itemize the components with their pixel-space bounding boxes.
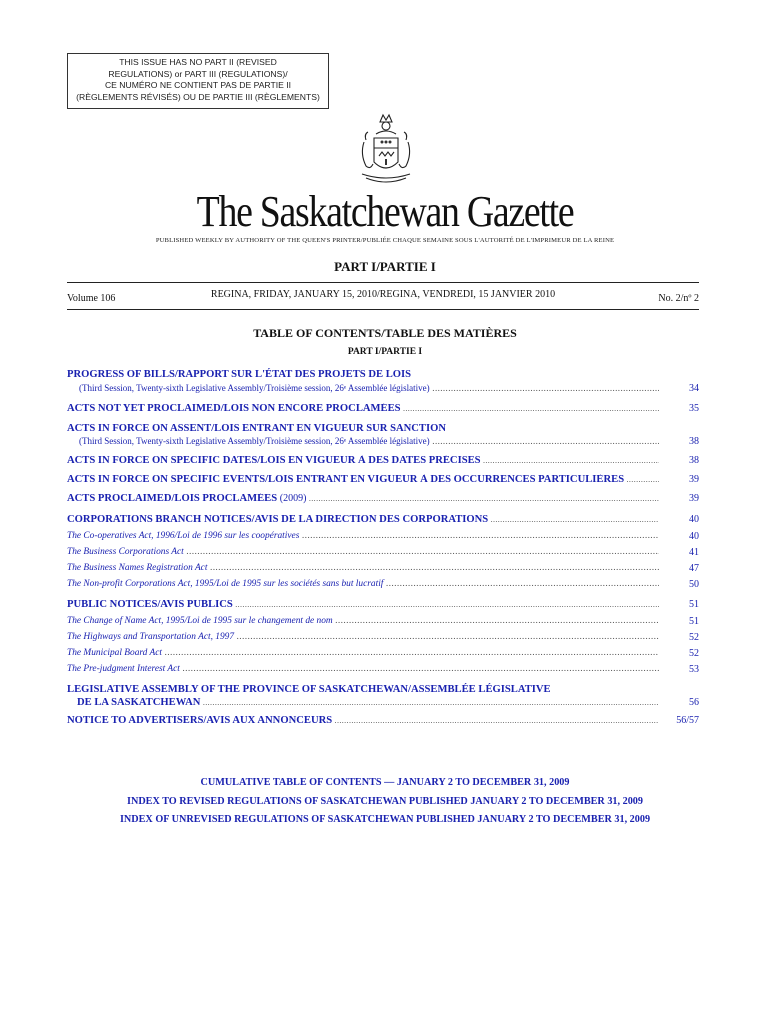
toc-entry-label[interactable]: The Business Names Registration Act ..... (67, 563, 659, 573)
toc-entry-label[interactable]: (Third Session, Twenty-sixth Legislative Assembly/Troisième session, 26ᵉ Assemblée législative) ..... (67, 436, 659, 446)
toc-entry-page[interactable]: 41 (689, 547, 699, 558)
toc-entry-label[interactable]: The Business Corporations Act ..... (67, 547, 659, 557)
toc-entry-heading[interactable]: LEGISLATIVE ASSEMBLY OF THE PROVINCE OF SASKATCHEWAN/ASSEMBLÉE LÉGISLATIVE (67, 684, 551, 695)
unrevised-regulations-index-link[interactable]: INDEX OF UNREVISED REGULATIONS OF SASKATCHEWAN PUBLISHED JANUARY 2 TO DECEMBER 31, 2009 (119, 814, 651, 825)
toc-subheading: PART I/PARTIE I (347, 347, 423, 357)
part-heading: PART I/PARTIE I (334, 259, 436, 274)
toc-entry-label[interactable]: ACTS NOT YET PROCLAIMED/LOIS NON ENCORE PROCLAMÉES ..... (67, 403, 659, 414)
toc-subentry[interactable] (67, 563, 699, 577)
toc-entry-title[interactable]: ACTS PROCLAIMED/LOIS PROCLAMÉES (67, 493, 278, 504)
toc-entry-label[interactable]: The Non-profit Corporations Act, 1995/Loi de 1995 sur les sociétés sans but lucratif ..... (67, 579, 659, 589)
divider (67, 282, 699, 283)
notice-line: REGULATIONS) or PART III (REGULATIONS)/ (108, 68, 288, 79)
toc-entry-label[interactable]: NOTICE TO ADVERTISERS/AVIS AUX ANNONCEURS ..... (67, 715, 659, 726)
toc-entry-label[interactable]: The Municipal Board Act ..... (67, 648, 659, 658)
toc-entry-page[interactable]: 38 (689, 455, 699, 466)
toc-entry-page[interactable]: 34 (689, 383, 699, 394)
toc-entry-page[interactable]: 51 (689, 599, 699, 610)
toc-entry[interactable] (67, 599, 699, 613)
notice-line: (RÈGLEMENTS RÉVISÉS) OU DE PARTIE III (RÈGLEMENTS) (76, 91, 320, 102)
toc-entry-page[interactable]: 53 (689, 664, 699, 675)
divider (67, 309, 699, 310)
toc-entry-label[interactable]: ACTS IN FORCE ON SPECIFIC DATES/LOIS EN VIGUEUR À DES DATES PRÉCISES ..... (67, 455, 659, 466)
revised-regulations-index-link[interactable]: INDEX TO REVISED REGULATIONS OF SASKATCHEWAN PUBLISHED JANUARY 2 TO DECEMBER 31, 2009 (127, 796, 643, 807)
toc-entry-page[interactable]: 52 (689, 632, 699, 643)
coat-of-arms-icon (354, 112, 418, 190)
toc-entry-page[interactable]: 40 (689, 514, 699, 525)
toc-subentry[interactable] (67, 648, 699, 662)
toc-entry-heading[interactable]: ACTS IN FORCE ON ASSENT/LOIS ENTRANT EN VIGUEUR SUR SANCTION (67, 423, 447, 434)
toc-entry-page[interactable]: 38 (689, 436, 699, 447)
toc-entry-page[interactable]: 50 (689, 579, 699, 590)
toc-entry[interactable] (67, 697, 699, 711)
toc-entry-page[interactable]: 35 (689, 403, 699, 414)
toc-entry-label[interactable]: The Change of Name Act, 1995/Loi de 1995 sur le changement de nom ..... (67, 616, 659, 626)
toc-entry[interactable] (67, 383, 699, 397)
toc-entry[interactable] (67, 436, 699, 450)
toc-entry[interactable] (67, 474, 699, 488)
notice-line: CE NUMÉRO NE CONTIENT PAS DE PARTIE II (104, 80, 292, 90)
toc-entry-label[interactable] (67, 493, 659, 504)
toc-subentry[interactable] (67, 616, 699, 630)
toc-entry[interactable] (67, 455, 699, 469)
toc-entry-page[interactable]: 39 (689, 493, 699, 504)
toc-subentry[interactable] (67, 579, 699, 593)
toc-entry-label[interactable]: The Highways and Transportation Act, 1997 ..... (67, 632, 659, 642)
toc-entry-label[interactable]: (Third Session, Twenty-sixth Legislative Assembly/Troisième session, 26ᵉ Assemblée législative) ..... (67, 383, 659, 393)
toc-entry-page[interactable]: 47 (689, 563, 699, 574)
gazette-title: The Saskatchewan Gazette (196, 187, 574, 236)
toc-entry[interactable] (67, 514, 699, 528)
toc-entry-page[interactable]: 56/57 (676, 715, 699, 726)
gazette-subtitle: PUBLISHED WEEKLY BY AUTHORITY OF THE QUEEN'S PRINTER/PUBLIÉE CHAQUE SEMAINE SOUS L'AUTORITÉ DE L'IMPRIMEUR DE LA REINE (155, 237, 615, 244)
toc-subentry[interactable] (67, 531, 699, 545)
issue-date: REGINA, FRIDAY, JANUARY 15, 2010/REGINA, VENDREDI, 15 JANVIER 2010 (210, 289, 556, 300)
toc-entry-label[interactable]: CORPORATIONS BRANCH NOTICES/AVIS DE LA DIRECTION DES CORPORATIONS ..... (67, 514, 659, 525)
toc-entry-page[interactable]: 51 (689, 616, 699, 627)
toc-entry-label[interactable]: The Pre-judgment Interest Act ..... (67, 664, 659, 674)
toc-entry[interactable] (67, 715, 699, 729)
toc-entry-page[interactable]: 52 (689, 648, 699, 659)
toc-entry-heading[interactable]: PROGRESS OF BILLS/RAPPORT SUR L'ÉTAT DES PROJETS DE LOIS (67, 369, 412, 380)
toc-entry-label[interactable]: The Co-operatives Act, 1996/Loi de 1996 sur les coopératives ..... (67, 531, 659, 541)
toc-subentry[interactable] (67, 547, 699, 561)
issue-number: No. 2/nº 2 (658, 293, 699, 304)
toc-entry-page[interactable]: 56 (689, 697, 699, 708)
toc-entry[interactable] (67, 403, 699, 417)
toc-heading: TABLE OF CONTENTS/TABLE DES MATIÈRES (253, 326, 517, 340)
toc-entry-label[interactable]: PUBLIC NOTICES/AVIS PUBLICS ..... (67, 599, 659, 610)
toc-entry[interactable] (67, 493, 699, 507)
toc-subentry[interactable] (67, 664, 699, 678)
toc-entry-label[interactable]: DE LA SASKATCHEWAN ..... (67, 697, 659, 708)
notice-box (67, 53, 329, 109)
toc-entry-page[interactable]: 39 (689, 474, 699, 485)
toc-subentry[interactable] (67, 632, 699, 646)
toc-entry-label[interactable]: ACTS IN FORCE ON SPECIFIC EVENTS/LOIS ENTRANT EN VIGUEUR À DES OCCURRENCES PARTICULIÈRES ..... (67, 474, 659, 485)
notice-line: THIS ISSUE HAS NO PART II (REVISED (119, 57, 277, 67)
toc-entry-page[interactable]: 40 (689, 531, 699, 542)
cumulative-toc-link[interactable]: CUMULATIVE TABLE OF CONTENTS — JANUARY 2 TO DECEMBER 31, 2009 (200, 777, 570, 788)
volume-label: Volume 106 (67, 293, 116, 304)
toc-entry-year: (2009) (279, 493, 307, 504)
